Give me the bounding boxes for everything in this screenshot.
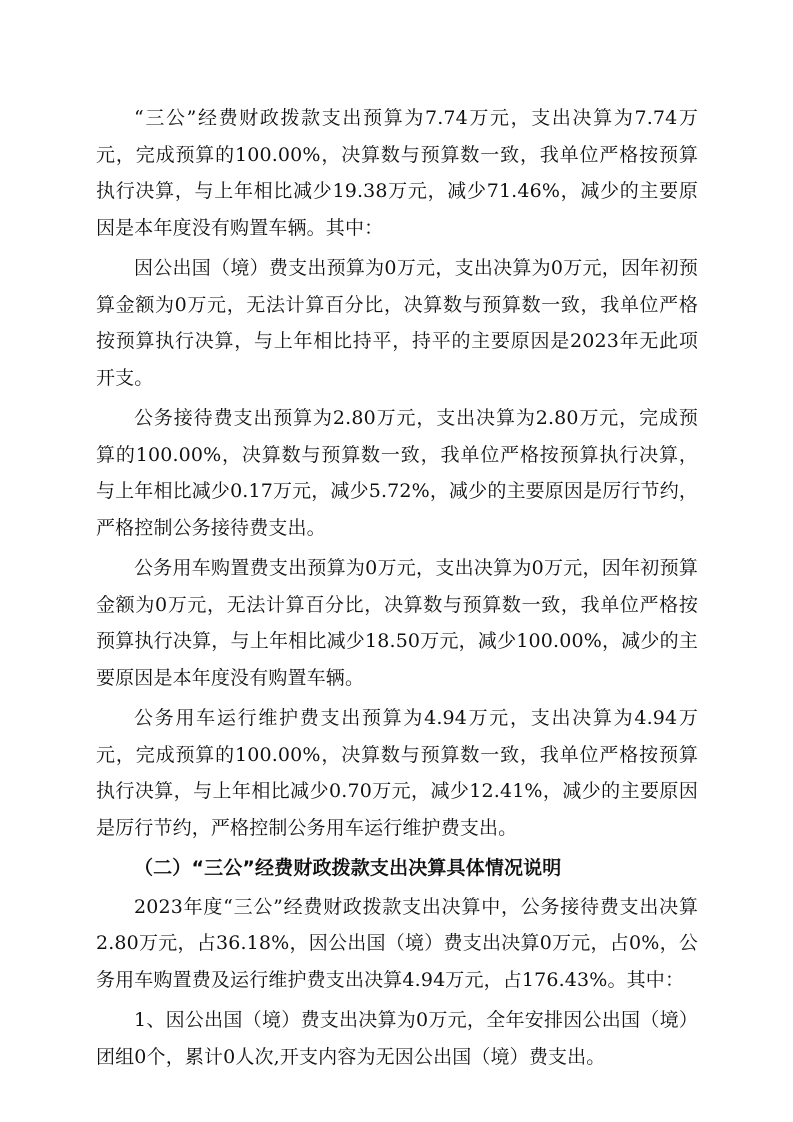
paragraph-overseas-travel-detail: 1、因公出国（境）费支出决算为0万元，全年安排因公出国（境）团组0个，累计0人次,开支内容为无因公出国（境）费支出。 <box>96 1009 698 1068</box>
paragraph-overseas-travel: 因公出国（境）费支出预算为0万元，支出决算为0万元，因年初预算金额为0万元，无法计算百分比，决算数与预算数一致，我单位严格按预算执行决算，与上年相比持平，持平的主要原因是2023年无此项开支。 <box>96 257 698 389</box>
paragraph-final-accounts-summary: 2023年度“三公”经费财政拨款支出决算中，公务接待费支出决算2.80万元，占36.18%，因公出国（境）费支出决算0万元，占0%，公务用车购置费及运行维护费支出决算4.94万元，占176.43%。其中： <box>96 895 698 991</box>
document-body <box>96 100 698 1079</box>
paragraph-sangong-overview: “三公”经费财政拨款支出预算为7.74万元，支出决算为7.74万元，完成预算的100.00%，决算数与预算数一致，我单位严格按预算执行决算，与上年相比减少19.38万元，减少71.46%，减少的主要原因是本年度没有购置车辆。其中： <box>96 107 698 239</box>
section-heading: （二）“三公”经费财政拨款支出决算具体情况说明 <box>134 857 562 879</box>
paragraph-vehicle-maintenance: 公务用车运行维护费支出预算为4.94万元，支出决算为4.94万元，完成预算的100.00%，决算数与预算数一致，我单位严格按预算执行决算，与上年相比减少0.70万元，减少12.41%，减少的主要原因是厉行节约，严格控制公务用车运行维护费支出。 <box>96 707 698 839</box>
paragraph-official-reception: 公务接待费支出预算为2.80万元，支出决算为2.80万元，完成预算的100.00%，决算数与预算数一致，我单位严格按预算执行决算，与上年相比减少0.17万元，减少5.72%，减少的主要原因是厉行节约，严格控制公务接待费支出。 <box>96 407 698 539</box>
paragraph-vehicle-purchase: 公务用车购置费支出预算为0万元，支出决算为0万元，因年初预算金额为0万元，无法计算百分比，决算数与预算数一致，我单位严格按预算执行决算，与上年相比减少18.50万元，减少100.00%，减少的主要原因是本年度没有购置车辆。 <box>96 557 698 689</box>
